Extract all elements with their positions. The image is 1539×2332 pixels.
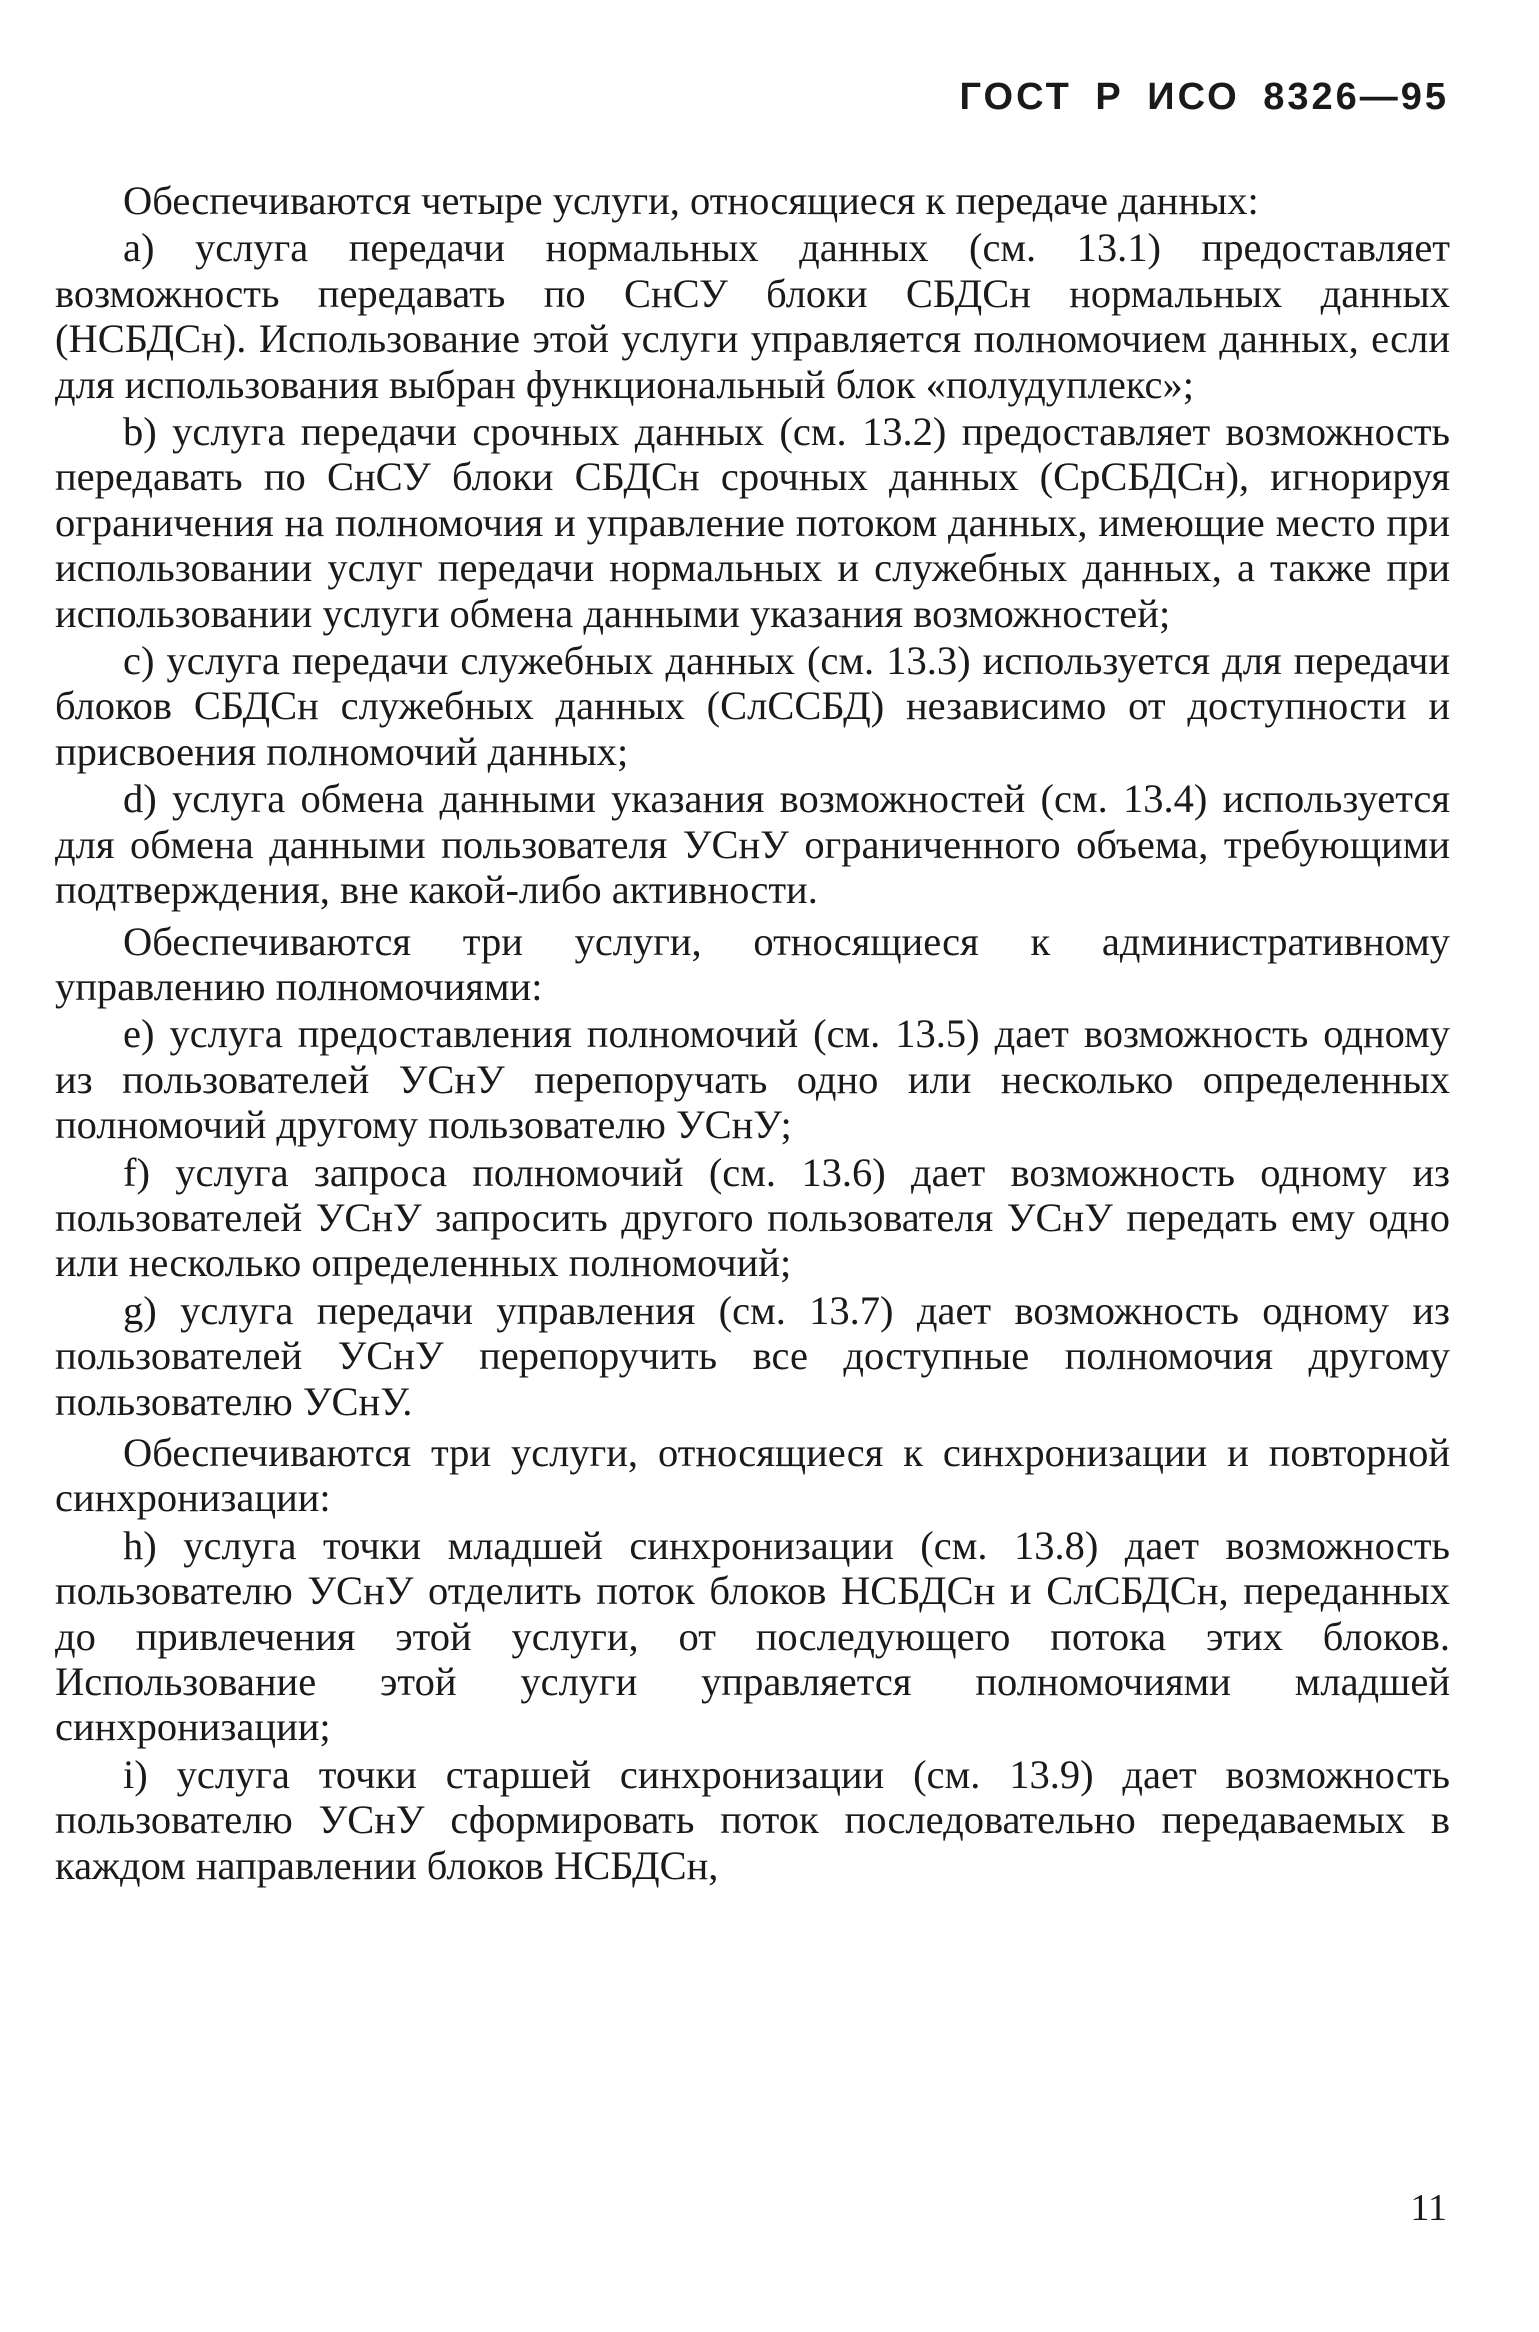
list-item-h: h) услуга точки младшей синхронизации (см. 13.8) дает возможность пользователю УСнУ отделить поток блоков НСБДСн и СлСБДСн, переданных до привлечения этой услуги, от последующего потока этих блоков. Использование этой услуги управляется полномочиями младшей синхронизации; [55, 1522, 1450, 1750]
page-number: 11 [1410, 2187, 1447, 2229]
list-item-c: c) услуга передачи служебных данных (см. 13.3) используется для передачи блоков СБДСн служебных данных (СлССБД) независимо от доступности и присвоения полномочий данных; [55, 638, 1450, 774]
standard-number-header: ГОСТ Р ИСО 8326—95 [959, 76, 1449, 118]
body-text [55, 172, 1450, 1890]
intro-paragraph-token-management: Обеспечиваются три услуги, относящиеся к административному управлению полномочиями: [55, 918, 1450, 1009]
list-item-d: d) услуга обмена данными указания возможностей (см. 13.4) используется для обмена данными пользователя УСнУ ограниченного объема, требующими подтверждения, вне какой-либо активности. [55, 776, 1450, 913]
intro-paragraph-data-transfer: Обеспечиваются четыре услуги, относящиеся к передаче данных: [123, 178, 1259, 223]
list-item-i: i) услуга точки старшей синхронизации (см. 13.9) дает возможность пользователю УСнУ сформировать поток последовательно передаваемых в каждом направлении блоков НСБДСн, [55, 1751, 1450, 1888]
list-item-b: b) услуга передачи срочных данных (см. 13.2) предоставляет возможность передавать по СнСУ блоки СБДСн срочных данных (СрСБДСн), игнорируя ограничения на полномочия и управление потоком данных, имеющие место при использовании услуг передачи нормальных и служебных данных, а также при использовании услуги обмена данными указания возможностей; [55, 409, 1450, 636]
list-item-e: e) услуга предоставления полномочий (см. 13.5) дает возможность одному из пользователей УСнУ перепоручать одно или несколько определенных полномочий другому пользователю УСнУ; [55, 1011, 1450, 1148]
list-item-a: a) услуга передачи нормальных данных (см. 13.1) предоставляет возможность передавать по СнСУ блоки СБДСн нормальных данных (НСБДСн). Использование этой услуги управляется полномочием данных, если для использования выбран функциональный блок «полудуплекс»; [55, 225, 1450, 407]
list-item-g: g) услуга передачи управления (см. 13.7) дает возможность одному из пользователей УСнУ перепоручить все доступные полномочия другому пользователю УСнУ. [55, 1287, 1450, 1424]
list-item-f: f) услуга запроса полномочий (см. 13.6) дает возможность одному из пользователей УСнУ запросить другого пользователя УСнУ передать ему одно или несколько определенных полномочий; [55, 1149, 1450, 1286]
intro-paragraph-synchronization: Обеспечиваются три услуги, относящиеся к синхронизации и повторной синхронизации: [55, 1429, 1450, 1521]
